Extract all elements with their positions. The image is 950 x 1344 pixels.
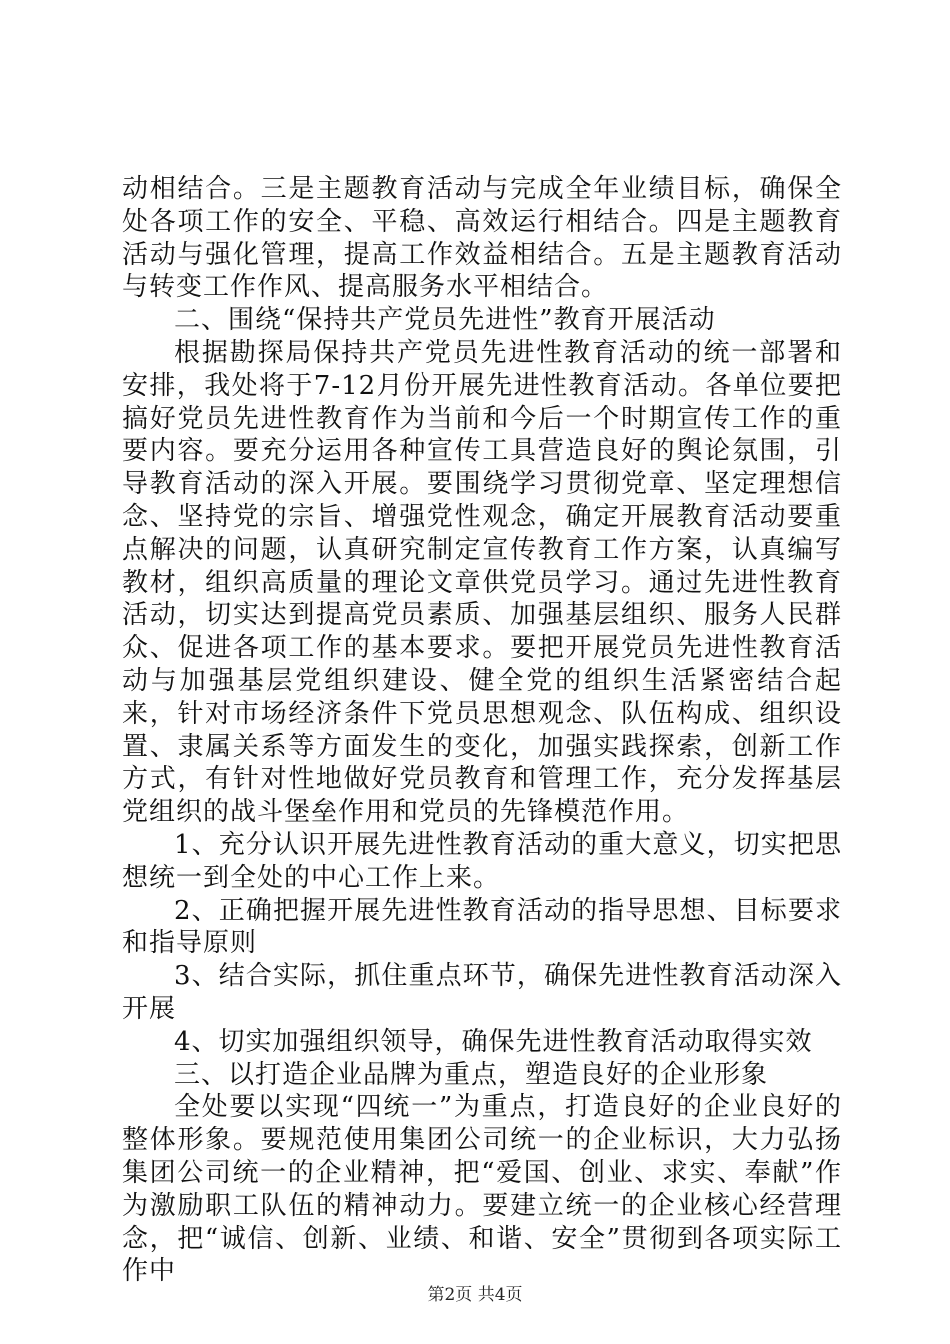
list-item-3: 3、结合实际，抓住重点环节，确保先进性教育活动深入开展 (122, 961, 842, 1024)
list-item-2: 2、正确把握开展先进性教育活动的指导思想、目标要求和指导原则 (122, 895, 842, 959)
paragraph-section-3-body: 全处要以实现“四统一”为重点，打造良好的企业良好的整体形象。要规范使用集团公司统一的企业标识，大力弘扬集团公司统一的企业精神，把“爱国、创业、求实、奉献”作为激励职工队伍的精神动力。要建立统一的企业核心经营理念，把“诚信、创新、业绩、和谐、安全”贯彻到各项实际工作中 (122, 1092, 842, 1287)
paragraph-continuation: 动相结合。三是主题教育活动与完成全年业绩目标，确保全处各项工作的安全、平稳、高效运行相结合。四是主题教育活动与强化管理，提高工作效益相结合。五是主题教育活动与转变工作作风、提高服务水平相结合。 (122, 174, 842, 303)
section-heading-3: 三、以打造企业品牌为重点，塑造良好的企业形象 (174, 1059, 769, 1090)
list-item-4: 4、切实加强组织领导，确保先进性教育活动取得实效 (174, 1026, 813, 1057)
document-body (122, 173, 842, 1288)
paragraph-section-2-body: 根据勘探局保持共产党员先进性教育活动的统一部署和安排，我处将于7-12月份开展先进性教育活动。各单位要把搞好党员先进性教育作为当前和今后一个时期宣传工作的重要内容。要充分运用各种宣传工具营造良好的舆论氛围，引导教育活动的深入开展。要围绕学习贯彻党章、坚定理想信念、坚持党的宗旨、增强党性观念，确定开展教育活动要重点解决的问题，认真研究制定宣传教育工作方案，认真编写教材，组织高质量的理论文章供党员学习。通过先进性教育活动，切实达到提高党员素质、加强基层组织、服务人民群众、促进各项工作的基本要求。要把开展党员先进性教育活动与加强基层党组织建设、健全党的组织生活紧密结合起来，针对市场经济条件下党员思想观念、队伍构成、组织设置、隶属关系等方面发生的变化，加强实践探索，创新工作方式，有针对性地做好党员教育和管理工作，充分发挥基层党组织的战斗堡垒作用和党员的先锋模范作用。 (122, 337, 842, 828)
list-item-1: 1、充分认识开展先进性教育活动的重大意义，切实把思想统一到全处的中心工作上来。 (122, 829, 842, 893)
page-number-footer: 第2页 共4页 (427, 1285, 523, 1305)
section-heading-2: 二、围绕“保持共产党员先进性”教育开展活动 (174, 305, 716, 336)
